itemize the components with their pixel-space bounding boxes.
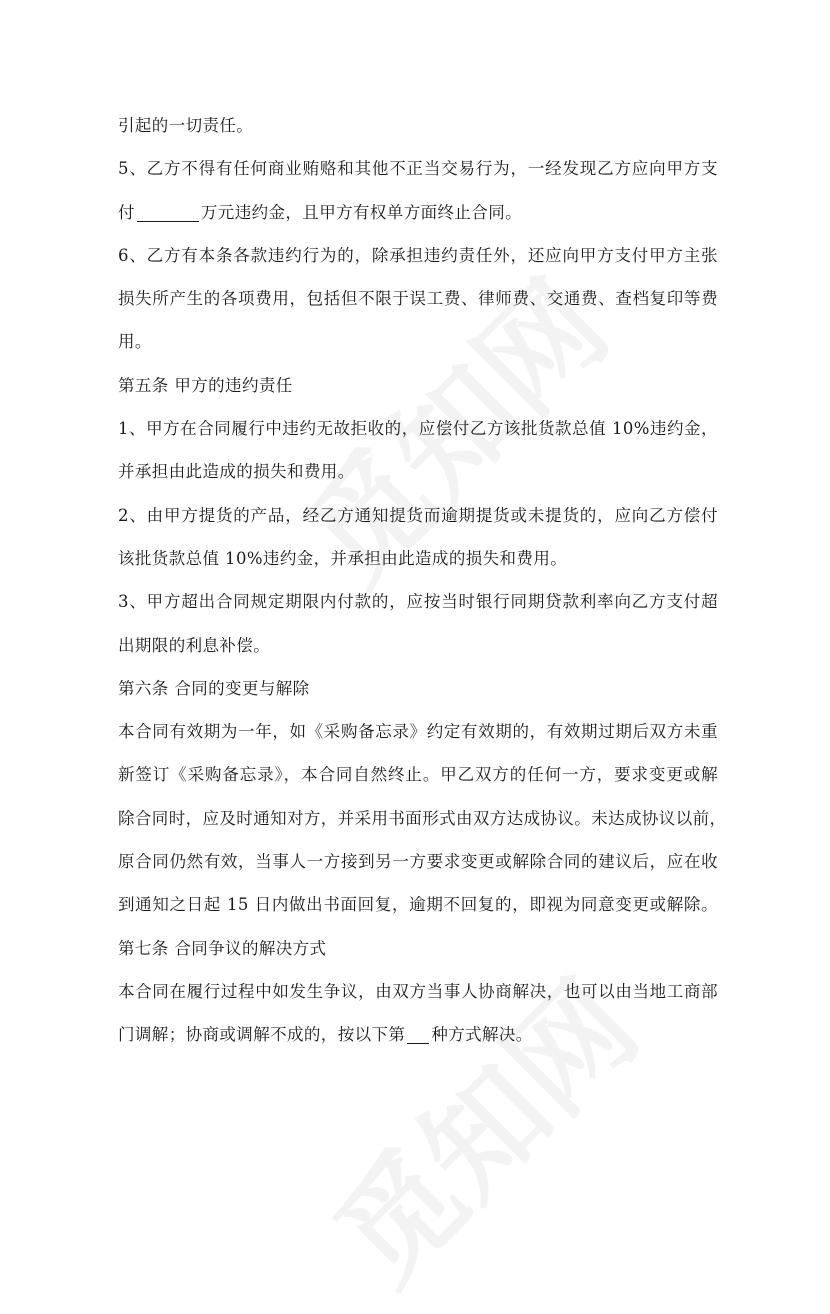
text-span: 门调解；协商或调解不成的，按以下第 (118, 1025, 406, 1045)
paragraph-line: 引起的一切责任。 (118, 116, 254, 135)
paragraph-line: 新签订《采购备忘录》，本合同自然终止。甲乙双方的任何一方，要求变更或解 (118, 765, 718, 785)
paragraph-line: 本合同在履行过程中如发生争议，由双方当事人协商解决，也可以由当地工商部 (118, 981, 718, 1001)
paragraph-line: 用。 (118, 332, 152, 352)
paragraph-line: 6、乙方有本条各款违约行为的，除承担违约责任外，还应向甲方支付甲方主张 (118, 245, 718, 265)
fill-in-blank[interactable] (407, 1027, 429, 1044)
section-heading: 第七条 合同争议的解决方式 (118, 938, 327, 958)
text-span: 万元违约金，且甲方有权单方面终止合同。 (200, 202, 523, 222)
text-span: 付 (118, 202, 135, 222)
fill-in-blank[interactable] (137, 205, 199, 222)
paragraph-line: 除合同时，应及时通知对方，并采用书面形式由双方达成协议。未达成协议以前， (118, 808, 727, 828)
paragraph-line: 原合同仍然有效，当事人一方接到另一方要求变更或解除合同的建议后，应在收 (118, 852, 718, 872)
section-heading: 第六条 合同的变更与解除 (118, 678, 310, 698)
paragraph-line: 3、甲方超出合同规定期限内付款的，应按当时银行同期贷款利率向乙方支付超 (118, 592, 718, 612)
paragraph-line (118, 191, 718, 234)
paragraph-line: 2、由甲方提货的产品，经乙方通知提货而逾期提货或未提货的，应向乙方偿付 (118, 505, 718, 525)
document-body (118, 104, 727, 1057)
paragraph-line: 损失所产生的各项费用，包括但不限于误工费、律师费、交通费、查档复印等费 (118, 289, 718, 309)
paragraph-line: 出期限的利息补偿。 (118, 635, 271, 655)
paragraph-line: 本合同有效期为一年，如《采购备忘录》约定有效期的，有效期过期后双方未重 (118, 722, 718, 742)
paragraph-line (118, 1013, 718, 1056)
text-span: 种方式解决。 (431, 1025, 533, 1045)
paragraph-line: 该批货款总值 10%违约金，并承担由此造成的损失和费用。 (118, 548, 568, 568)
paragraph-line: 1、甲方在合同履行中违约无故拒收的，应偿付乙方该批货款总值 10%违约金， (118, 419, 718, 439)
paragraph-line: 到通知之日起 15 日内做出书面回复，逾期不回复的，即视为同意变更或解除。 (118, 895, 718, 915)
paragraph-line: 5、乙方不得有任何商业贿赂和其他不正当交易行为，一经发现乙方应向甲方支 (118, 159, 718, 179)
paragraph-line: 并承担由此造成的损失和费用。 (118, 462, 355, 482)
section-heading: 第五条 甲方的违约责任 (118, 375, 293, 395)
